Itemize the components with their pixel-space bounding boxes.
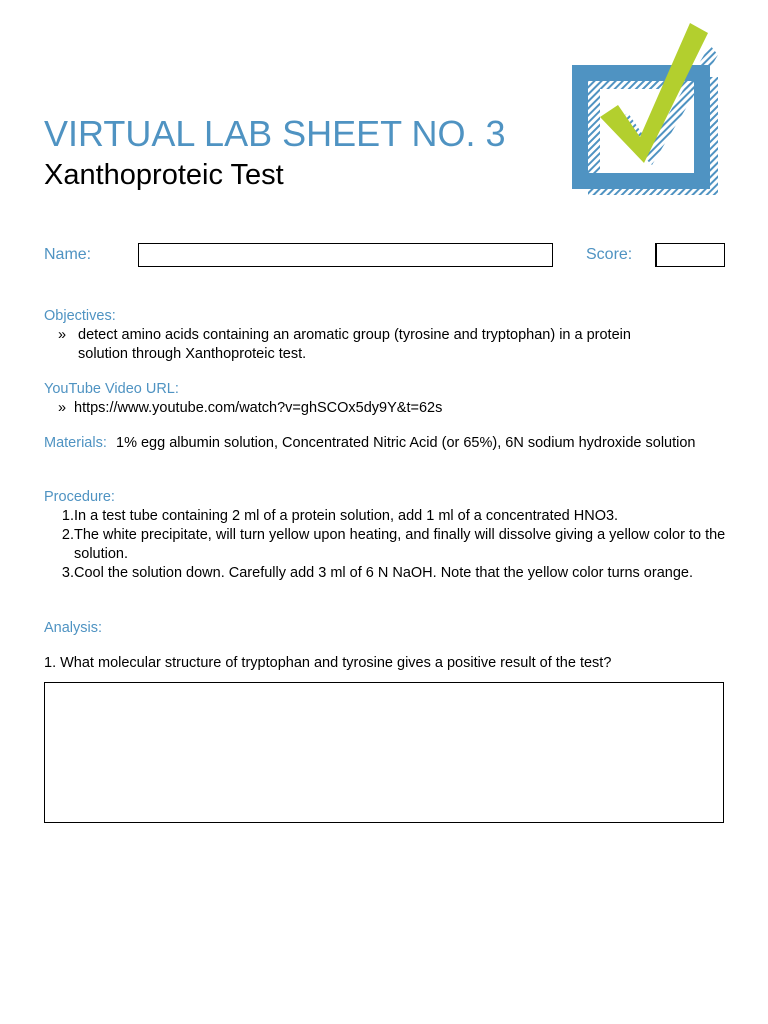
page-title: VIRTUAL LAB SHEET NO. 3 <box>44 113 506 154</box>
step-text: The white precipitate, will turn yellow upon heating, and finally will dissolve giving a yellow color to the solution. <box>74 527 726 562</box>
youtube-url: https://www.youtube.com/watch?v=ghSCOx5dy9Y&t=62s <box>74 400 443 416</box>
procedure-list <box>44 507 734 583</box>
step-number: 2. <box>61 527 74 543</box>
analysis-question: 1. What molecular structure of tryptophan and tyrosine gives a positive result of the test? <box>44 655 612 671</box>
name-label: Name: <box>44 246 92 263</box>
procedure-step <box>44 564 734 583</box>
page-subtitle: Xanthoproteic Test <box>44 159 284 191</box>
step-text: In a test tube containing 2 ml of a protein solution, add 1 ml of a concentrated HNO3. <box>74 508 619 524</box>
step-number: 3. <box>61 565 74 581</box>
youtube-heading: YouTube Video URL: <box>44 381 179 397</box>
materials-text: 1% egg albumin solution, Concentrated Nitric Acid (or 65%), 6N sodium hydroxide solution <box>116 435 696 451</box>
procedure-step <box>44 526 734 564</box>
procedure-step <box>44 507 734 526</box>
score-label: Score: <box>586 246 633 263</box>
materials-heading: Materials: <box>44 435 107 451</box>
procedure-heading: Procedure: <box>44 489 115 505</box>
bullet-marker: » <box>58 327 67 343</box>
score-field[interactable] <box>655 243 725 267</box>
bullet-marker: » <box>58 400 67 416</box>
step-number: 1. <box>61 508 74 524</box>
answer-field[interactable] <box>44 682 724 823</box>
objective-item: detect amino acids containing an aromatic group (tyrosine and tryptophan) in a protein solution through Xanthoproteic test. <box>78 327 631 362</box>
name-field[interactable] <box>138 243 553 267</box>
checkmark-box-icon <box>560 15 730 200</box>
step-text: Cool the solution down. Carefully add 3 ml of 6 N NaOH. Note that the yellow color turns orange. <box>74 565 693 581</box>
objectives-heading: Objectives: <box>44 308 116 324</box>
analysis-heading: Analysis: <box>44 620 103 636</box>
